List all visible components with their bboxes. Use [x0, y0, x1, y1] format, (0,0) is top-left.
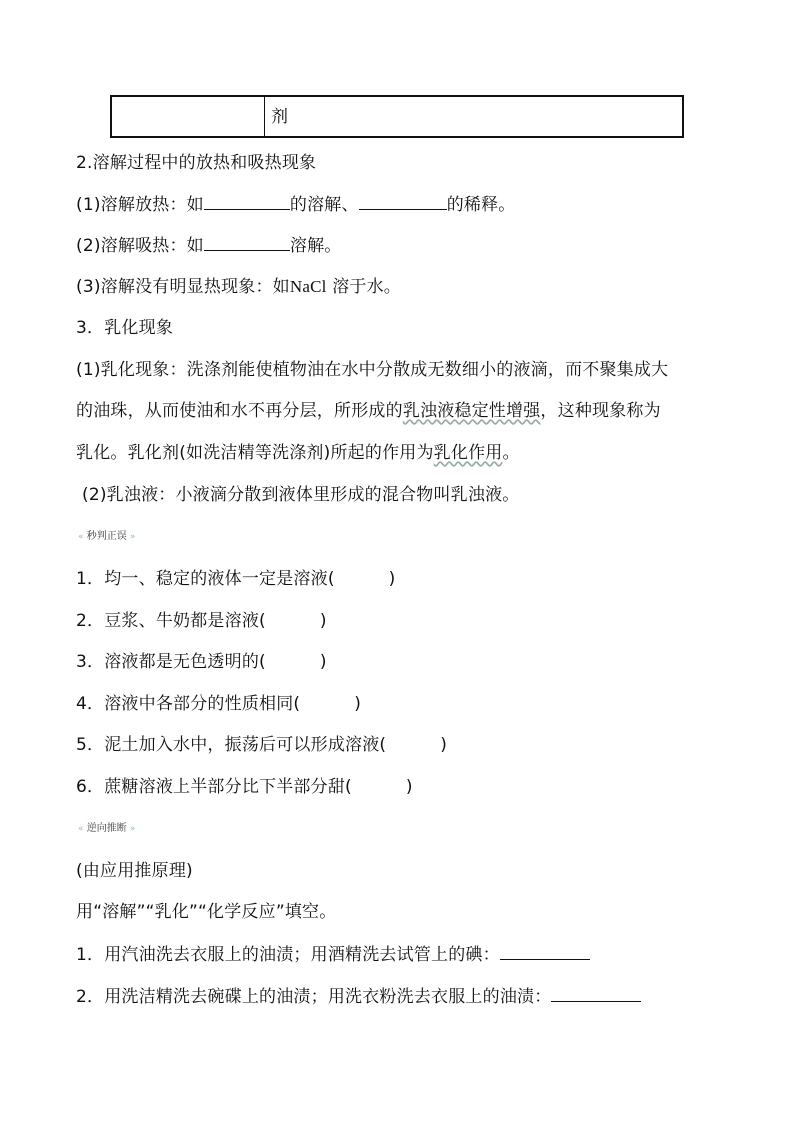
emphasis-text: 乳浊液稳定性增强: [402, 401, 541, 421]
list-item: (1)溶解放热：如 的溶解、 的稀释。: [76, 195, 516, 215]
paragraph-line: (1)乳化现象：洗涤剂能使植物油在水中分散成无数细小的液滴，而不聚集成大: [76, 360, 669, 380]
quiz-item: 2．豆浆、牛奶都是溶液( ): [76, 611, 327, 631]
formula-nacl: NaCl: [289, 277, 327, 296]
table-cell-empty: [112, 97, 265, 136]
section-tag-reverse: « 逆向推断 »: [78, 823, 136, 834]
table-row: [110, 95, 684, 138]
table-cell: 剂: [271, 107, 288, 127]
fill-question: 1．用汽油洗去衣服上的油渍；用酒精洗去试管上的碘：: [76, 943, 590, 966]
chevron-left-icon: «: [78, 532, 84, 542]
section-tag-quiz: « 秒判正误 »: [78, 531, 136, 542]
quiz-item: 5．泥土加入水中，振荡后可以形成溶液( ): [76, 735, 448, 755]
quiz-item: 4．溶液中各部分的性质相同( ): [76, 694, 362, 714]
paragraph-line: (2)乳浊液：小液滴分散到液体里形成的混合物叫乳浊液。: [82, 485, 520, 505]
fill-question: 2．用洗洁精洗去碗碟上的油渍；用洗衣粉洗去衣服上的油渍：: [76, 985, 641, 1008]
chevron-right-icon: »: [129, 532, 136, 542]
chevron-left-icon: «: [78, 824, 84, 834]
quiz-item: 3．溶液都是无色透明的( ): [76, 652, 327, 672]
paragraph-line: 乳化。乳化剂(如洗洁精等洗涤剂)所起的作用为乳化作用。: [76, 443, 520, 463]
chevron-right-icon: »: [129, 824, 136, 834]
answer-blank[interactable]: [500, 943, 590, 960]
answer-blank[interactable]: [359, 193, 447, 210]
answer-blank[interactable]: [204, 193, 290, 210]
list-item: (3)溶解没有明显热现象：如NaCl 溶于水。: [76, 277, 401, 297]
answer-blank[interactable]: [551, 985, 641, 1002]
section-heading: 3．乳化现象: [76, 318, 174, 338]
instruction: 用“溶解”“乳化”“化学反应”填空。: [76, 902, 337, 922]
quiz-item: 1．均一、稳定的液体一定是溶液( ): [76, 569, 396, 589]
section-heading: 2.溶解过程中的放热和吸热现象: [76, 153, 317, 173]
list-item: (2)溶解吸热：如 溶解。: [76, 236, 342, 256]
quiz-item: 6．蔗糖溶液上半部分比下半部分甜( ): [76, 777, 413, 797]
answer-blank[interactable]: [204, 234, 290, 251]
emphasis-text: 乳化作用: [433, 443, 503, 463]
paragraph-line: 的油珠，从而使油和水不再分层，所形成的乳浊液稳定性增强，这种现象称为: [76, 401, 661, 421]
subheading: (由应用推原理): [76, 861, 193, 881]
